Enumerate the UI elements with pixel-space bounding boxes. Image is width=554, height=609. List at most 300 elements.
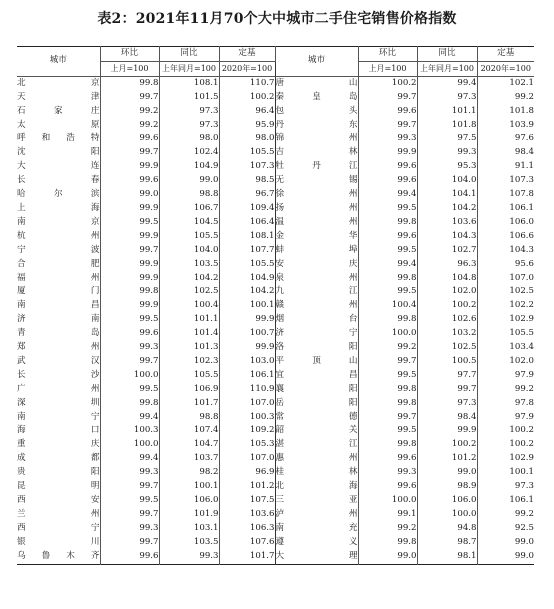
yoy-value: 104.0 xyxy=(159,244,219,258)
yoy-value: 99.3 xyxy=(159,550,219,564)
yoy-value: 98.8 xyxy=(159,411,219,425)
city-name: 天津 xyxy=(17,91,100,102)
mom-value: 99.6 xyxy=(100,327,159,341)
table-row xyxy=(17,480,534,494)
city-name: 遵义 xyxy=(275,536,358,550)
mom-value: 99.9 xyxy=(100,299,159,313)
city-name: 唐山 xyxy=(275,76,358,90)
city-name: 重庆 xyxy=(17,439,100,450)
mom-value: 99.7 xyxy=(100,244,159,258)
yoy-value: 103.7 xyxy=(159,452,219,466)
yoy-value: 102.6 xyxy=(417,313,477,327)
table-row xyxy=(17,174,534,188)
fixed-value: 97.3 xyxy=(477,480,534,494)
yoy-value: 97.3 xyxy=(159,119,219,133)
yoy-value: 101.9 xyxy=(159,508,219,522)
header-city: 城市 xyxy=(275,47,358,77)
mom-value: 99.5 xyxy=(100,313,159,327)
fixed-value: 100.7 xyxy=(219,327,275,341)
table-row xyxy=(17,313,534,327)
mom-value: 99.6 xyxy=(358,160,417,174)
city-name: 常德 xyxy=(275,411,358,425)
mom-value: 99.8 xyxy=(358,536,417,550)
city-name: 温州 xyxy=(275,216,358,230)
yoy-value: 104.0 xyxy=(417,174,477,188)
yoy-value: 101.1 xyxy=(159,313,219,327)
table-row xyxy=(17,424,534,438)
fixed-value: 96.7 xyxy=(219,188,275,202)
fixed-value: 101.7 xyxy=(219,550,275,564)
fixed-value: 92.5 xyxy=(477,522,534,536)
fixed-value: 103.4 xyxy=(477,341,534,355)
header-yoy: 同比 xyxy=(417,47,477,62)
table-row xyxy=(17,411,534,425)
city-name: 呼和浩特 xyxy=(17,133,100,144)
mom-value: 99.5 xyxy=(100,494,159,508)
yoy-value: 99.4 xyxy=(417,76,477,90)
mom-value: 99.0 xyxy=(358,550,417,564)
mom-value: 99.2 xyxy=(358,522,417,536)
city-name: 平顶山 xyxy=(275,355,358,369)
header-yoy-base: 上年同月=100 xyxy=(417,61,477,76)
city-name: 石家庄 xyxy=(17,105,100,116)
yoy-value: 103.5 xyxy=(159,258,219,272)
table-row xyxy=(17,105,534,119)
yoy-value: 103.1 xyxy=(159,522,219,536)
header-fixed: 定基 xyxy=(477,47,534,62)
city-name: 海口 xyxy=(17,425,100,436)
fixed-value: 105.3 xyxy=(219,438,275,452)
city-name: 济南 xyxy=(17,314,100,325)
mom-value: 99.9 xyxy=(358,146,417,160)
mom-value: 99.8 xyxy=(358,216,417,230)
fixed-value: 107.0 xyxy=(219,397,275,411)
fixed-value: 101.2 xyxy=(219,480,275,494)
yoy-value: 98.7 xyxy=(417,536,477,550)
mom-value: 99.5 xyxy=(358,202,417,216)
fixed-value: 107.0 xyxy=(477,272,534,286)
table-row xyxy=(17,258,534,272)
yoy-value: 104.8 xyxy=(417,272,477,286)
table-row xyxy=(17,230,534,244)
fixed-value: 100.2 xyxy=(477,424,534,438)
city-name: 桂林 xyxy=(275,466,358,480)
yoy-value: 108.1 xyxy=(159,76,219,90)
city-name: 扬州 xyxy=(275,202,358,216)
fixed-value: 107.7 xyxy=(219,244,275,258)
fixed-value: 108.1 xyxy=(219,230,275,244)
city-name: 宁波 xyxy=(17,244,100,255)
fixed-value: 99.2 xyxy=(477,383,534,397)
table-row xyxy=(17,341,534,355)
fixed-value: 95.6 xyxy=(477,258,534,272)
table-row xyxy=(17,383,534,397)
city-name: 合肥 xyxy=(17,258,100,269)
header-fixed-base: 2020年=100 xyxy=(219,61,275,76)
fixed-value: 106.3 xyxy=(219,522,275,536)
fixed-value: 98.5 xyxy=(219,174,275,188)
table-title: 表2：2021年11月70个大中城市二手住宅销售价格指数 xyxy=(97,11,457,27)
yoy-value: 99.3 xyxy=(417,146,477,160)
fixed-value: 105.5 xyxy=(477,327,534,341)
city-name: 厦门 xyxy=(17,286,100,297)
fixed-value: 96.4 xyxy=(219,105,275,119)
yoy-value: 95.3 xyxy=(417,160,477,174)
city-name: 秦皇岛 xyxy=(275,91,358,105)
mom-value: 99.7 xyxy=(358,355,417,369)
mom-value: 99.6 xyxy=(100,174,159,188)
city-name: 济宁 xyxy=(275,327,358,341)
city-name: 兰州 xyxy=(17,508,100,519)
city-name: 银川 xyxy=(17,536,100,547)
header-city: 城市 xyxy=(17,47,100,77)
city-name: 吉林 xyxy=(275,146,358,160)
table-row xyxy=(17,397,534,411)
fixed-value: 107.5 xyxy=(219,494,275,508)
table-row xyxy=(17,438,534,452)
table-row xyxy=(17,160,534,174)
fixed-value: 102.9 xyxy=(477,313,534,327)
mom-value: 99.2 xyxy=(100,105,159,119)
fixed-value: 106.0 xyxy=(477,216,534,230)
mom-value: 99.5 xyxy=(358,369,417,383)
city-name: 长沙 xyxy=(17,369,100,380)
mom-value: 99.4 xyxy=(100,452,159,466)
fixed-value: 106.1 xyxy=(477,494,534,508)
yoy-value: 101.4 xyxy=(159,327,219,341)
table-row xyxy=(17,216,534,230)
mom-value: 99.9 xyxy=(100,202,159,216)
city-name: 武汉 xyxy=(17,355,100,366)
table-row xyxy=(17,119,534,133)
yoy-value: 100.2 xyxy=(417,299,477,313)
table-row xyxy=(17,355,534,369)
mom-value: 99.2 xyxy=(358,341,417,355)
table-row xyxy=(17,285,534,299)
yoy-value: 102.0 xyxy=(417,285,477,299)
yoy-value: 101.2 xyxy=(417,452,477,466)
mom-value: 99.7 xyxy=(100,536,159,550)
table-row xyxy=(17,188,534,202)
mom-value: 99.6 xyxy=(358,480,417,494)
yoy-value: 102.5 xyxy=(417,341,477,355)
city-name: 杭州 xyxy=(17,230,100,241)
mom-value: 99.5 xyxy=(358,244,417,258)
table-row xyxy=(17,369,534,383)
city-name: 泸州 xyxy=(275,508,358,522)
yoy-value: 102.4 xyxy=(159,146,219,160)
mom-value: 99.3 xyxy=(100,522,159,536)
city-name: 南充 xyxy=(275,522,358,536)
mom-value: 99.7 xyxy=(358,411,417,425)
fixed-value: 106.1 xyxy=(219,369,275,383)
yoy-value: 101.5 xyxy=(159,91,219,105)
fixed-value: 99.0 xyxy=(477,550,534,564)
mom-value: 99.9 xyxy=(100,230,159,244)
yoy-value: 104.5 xyxy=(159,216,219,230)
fixed-value: 102.0 xyxy=(477,355,534,369)
mom-value: 100.0 xyxy=(358,494,417,508)
fixed-value: 105.5 xyxy=(219,258,275,272)
city-name: 湛江 xyxy=(275,438,358,452)
yoy-value: 98.4 xyxy=(417,411,477,425)
city-name: 南昌 xyxy=(17,300,100,311)
fixed-value: 98.0 xyxy=(219,132,275,146)
mom-value: 99.7 xyxy=(100,91,159,105)
city-name: 福州 xyxy=(17,272,100,283)
fixed-value: 110.9 xyxy=(219,383,275,397)
mom-value: 99.6 xyxy=(100,550,159,564)
city-name: 南宁 xyxy=(17,411,100,422)
yoy-value: 100.1 xyxy=(159,480,219,494)
mom-value: 100.0 xyxy=(100,369,159,383)
mom-value: 99.3 xyxy=(358,132,417,146)
yoy-value: 100.4 xyxy=(159,299,219,313)
table-row xyxy=(17,466,534,480)
city-name: 金华 xyxy=(275,230,358,244)
yoy-value: 99.0 xyxy=(159,174,219,188)
fixed-value: 97.6 xyxy=(477,132,534,146)
city-name: 牡丹江 xyxy=(275,160,358,174)
yoy-value: 101.7 xyxy=(159,397,219,411)
table-row xyxy=(17,146,534,160)
city-name: 三亚 xyxy=(275,494,358,508)
city-name: 贵阳 xyxy=(17,467,100,478)
mom-value: 99.7 xyxy=(100,355,159,369)
yoy-value: 101.8 xyxy=(417,119,477,133)
mom-value: 100.4 xyxy=(358,299,417,313)
fixed-value: 97.9 xyxy=(477,369,534,383)
mom-value: 100.0 xyxy=(100,438,159,452)
yoy-value: 97.3 xyxy=(417,397,477,411)
yoy-value: 97.5 xyxy=(417,132,477,146)
fixed-value: 107.0 xyxy=(219,452,275,466)
yoy-value: 102.5 xyxy=(159,285,219,299)
yoy-value: 104.2 xyxy=(159,272,219,286)
fixed-value: 100.3 xyxy=(219,411,275,425)
yoy-value: 102.3 xyxy=(159,355,219,369)
yoy-value: 100.2 xyxy=(417,438,477,452)
city-name: 襄阳 xyxy=(275,383,358,397)
yoy-value: 98.1 xyxy=(417,550,477,564)
yoy-value: 98.0 xyxy=(159,132,219,146)
city-name: 北京 xyxy=(17,77,100,88)
city-name: 泉州 xyxy=(275,272,358,286)
fixed-value: 97.8 xyxy=(477,397,534,411)
fixed-value: 102.2 xyxy=(477,299,534,313)
fixed-value: 103.9 xyxy=(477,119,534,133)
city-name: 赣州 xyxy=(275,299,358,313)
table-row xyxy=(17,76,534,90)
fixed-value: 107.3 xyxy=(219,160,275,174)
mom-value: 99.3 xyxy=(358,466,417,480)
yoy-value: 98.2 xyxy=(159,466,219,480)
mom-value: 99.9 xyxy=(100,160,159,174)
fixed-value: 91.1 xyxy=(477,160,534,174)
fixed-value: 100.1 xyxy=(477,466,534,480)
yoy-value: 96.3 xyxy=(417,258,477,272)
table-row xyxy=(17,202,534,216)
yoy-value: 106.9 xyxy=(159,383,219,397)
fixed-value: 107.8 xyxy=(477,188,534,202)
yoy-value: 94.8 xyxy=(417,522,477,536)
yoy-value: 106.0 xyxy=(159,494,219,508)
yoy-value: 101.3 xyxy=(159,341,219,355)
fixed-value: 106.4 xyxy=(219,216,275,230)
yoy-value: 103.5 xyxy=(159,536,219,550)
mom-value: 99.7 xyxy=(358,119,417,133)
fixed-value: 102.5 xyxy=(477,285,534,299)
yoy-value: 107.4 xyxy=(159,424,219,438)
header-mom-base: 上月=100 xyxy=(100,61,159,76)
city-name: 蚌埠 xyxy=(275,244,358,258)
fixed-value: 96.9 xyxy=(219,466,275,480)
city-name: 成都 xyxy=(17,453,100,464)
fixed-value: 109.4 xyxy=(219,202,275,216)
yoy-value: 99.7 xyxy=(417,383,477,397)
yoy-value: 104.2 xyxy=(417,202,477,216)
city-name: 深圳 xyxy=(17,397,100,408)
fixed-value: 104.9 xyxy=(219,272,275,286)
mom-value: 99.6 xyxy=(358,105,417,119)
yoy-value: 100.5 xyxy=(417,355,477,369)
city-name: 锦州 xyxy=(275,132,358,146)
mom-value: 99.3 xyxy=(100,341,159,355)
table-row xyxy=(17,452,534,466)
yoy-value: 99.9 xyxy=(417,424,477,438)
fixed-value: 104.3 xyxy=(477,244,534,258)
fixed-value: 99.9 xyxy=(219,341,275,355)
yoy-value: 99.0 xyxy=(417,466,477,480)
table-header xyxy=(17,47,534,77)
table-row xyxy=(17,299,534,313)
city-name: 西安 xyxy=(17,495,100,505)
yoy-value: 104.7 xyxy=(159,438,219,452)
mom-value: 99.8 xyxy=(358,397,417,411)
mom-value: 99.6 xyxy=(358,452,417,466)
table-row xyxy=(17,494,534,508)
fixed-value: 99.2 xyxy=(477,91,534,105)
mom-value: 99.9 xyxy=(100,272,159,286)
fixed-value: 109.2 xyxy=(219,424,275,438)
yoy-value: 103.2 xyxy=(417,327,477,341)
city-name: 青岛 xyxy=(17,328,100,339)
fixed-value: 106.1 xyxy=(477,202,534,216)
fixed-value: 102.1 xyxy=(477,76,534,90)
mom-value: 100.3 xyxy=(100,424,159,438)
fixed-value: 101.8 xyxy=(477,105,534,119)
city-name: 大连 xyxy=(17,161,100,172)
city-name: 韶关 xyxy=(275,424,358,438)
city-name: 洛阳 xyxy=(275,341,358,355)
city-name: 哈尔滨 xyxy=(17,189,100,200)
yoy-value: 98.8 xyxy=(159,188,219,202)
city-name: 上海 xyxy=(17,202,100,213)
header-fixed: 定基 xyxy=(219,47,275,62)
city-name: 南京 xyxy=(17,216,100,227)
header-yoy-base: 上年同月=100 xyxy=(159,61,219,76)
mom-value: 99.8 xyxy=(358,383,417,397)
mom-value: 100.0 xyxy=(358,327,417,341)
table-row xyxy=(17,550,534,564)
city-name: 昆明 xyxy=(17,481,100,492)
fixed-value: 98.4 xyxy=(477,146,534,160)
city-name: 徐州 xyxy=(275,188,358,202)
price-index-table xyxy=(17,46,534,565)
city-name: 长春 xyxy=(17,175,100,186)
fixed-value: 99.2 xyxy=(477,508,534,522)
table-row xyxy=(17,522,534,536)
mom-value: 99.6 xyxy=(358,230,417,244)
fixed-value: 105.5 xyxy=(219,146,275,160)
mom-value: 99.8 xyxy=(100,76,159,90)
city-name: 郑州 xyxy=(17,342,100,353)
yoy-value: 100.0 xyxy=(417,508,477,522)
city-name: 宜昌 xyxy=(275,369,358,383)
yoy-value: 104.1 xyxy=(417,188,477,202)
city-name: 西宁 xyxy=(17,522,100,533)
header-mom: 环比 xyxy=(358,47,417,62)
yoy-value: 104.9 xyxy=(159,160,219,174)
yoy-value: 105.5 xyxy=(159,230,219,244)
mom-value: 99.9 xyxy=(100,258,159,272)
mom-value: 99.4 xyxy=(358,188,417,202)
yoy-value: 101.1 xyxy=(417,105,477,119)
mom-value: 99.5 xyxy=(100,216,159,230)
yoy-value: 104.3 xyxy=(417,230,477,244)
mom-value: 99.6 xyxy=(358,174,417,188)
fixed-value: 100.1 xyxy=(219,299,275,313)
mom-value: 100.2 xyxy=(358,76,417,90)
mom-value: 99.8 xyxy=(358,313,417,327)
mom-value: 99.8 xyxy=(100,285,159,299)
city-name: 惠州 xyxy=(275,452,358,466)
fixed-value: 104.2 xyxy=(219,285,275,299)
city-name: 大理 xyxy=(275,550,358,564)
city-name: 广州 xyxy=(17,383,100,394)
city-name: 九江 xyxy=(275,285,358,299)
table-row xyxy=(17,327,534,341)
fixed-value: 95.9 xyxy=(219,119,275,133)
mom-value: 99.8 xyxy=(100,397,159,411)
mom-value: 99.4 xyxy=(358,258,417,272)
yoy-value: 106.7 xyxy=(159,202,219,216)
mom-value: 99.8 xyxy=(358,272,417,286)
yoy-value: 103.6 xyxy=(417,216,477,230)
yoy-value: 97.3 xyxy=(159,105,219,119)
mom-value: 99.1 xyxy=(358,508,417,522)
header-mom-base: 上月=100 xyxy=(358,61,417,76)
yoy-value: 105.5 xyxy=(159,369,219,383)
city-name: 北海 xyxy=(275,480,358,494)
fixed-value: 107.6 xyxy=(219,536,275,550)
fixed-value: 103.0 xyxy=(219,355,275,369)
yoy-value: 106.0 xyxy=(417,494,477,508)
mom-value: 99.4 xyxy=(100,411,159,425)
mom-value: 99.7 xyxy=(100,146,159,160)
fixed-value: 99.0 xyxy=(477,536,534,550)
yoy-value: 97.7 xyxy=(417,369,477,383)
mom-value: 99.5 xyxy=(358,285,417,299)
fixed-value: 106.6 xyxy=(477,230,534,244)
city-name: 包头 xyxy=(275,105,358,119)
table-row xyxy=(17,244,534,258)
fixed-value: 103.6 xyxy=(219,508,275,522)
city-name: 安庆 xyxy=(275,258,358,272)
city-name: 烟台 xyxy=(275,313,358,327)
header-fixed-base: 2020年=100 xyxy=(477,61,534,76)
table-row xyxy=(17,91,534,105)
